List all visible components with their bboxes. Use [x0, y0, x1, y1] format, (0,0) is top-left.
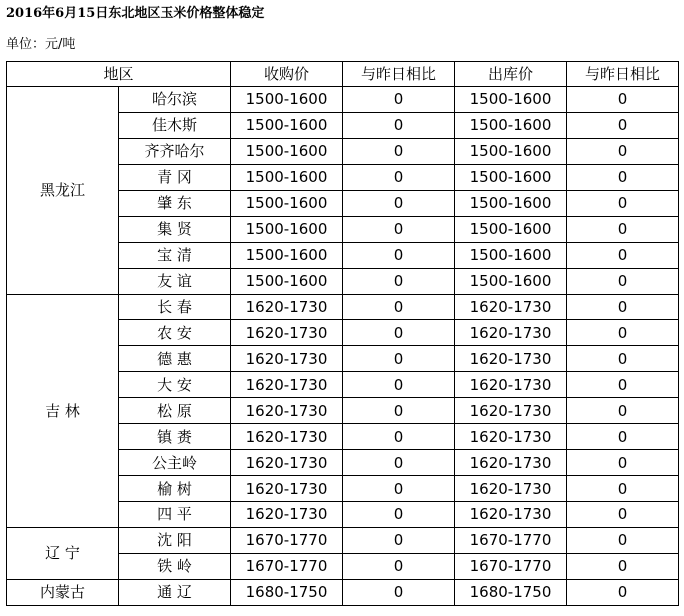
purchase-cell: 1500-1600	[231, 164, 343, 190]
outbound-cell: 1620-1730	[455, 346, 567, 372]
outbound-change-cell: 0	[567, 450, 679, 476]
purchase-cell: 1620-1730	[231, 346, 343, 372]
price-table	[6, 61, 679, 606]
unit-label: 单位：元/吨	[6, 37, 76, 52]
purchase-cell: 1680-1750	[231, 579, 343, 605]
purchase-change-cell: 0	[343, 87, 455, 113]
city-cell: 德 惠	[119, 346, 231, 372]
table-row	[7, 579, 679, 605]
table-row	[7, 87, 679, 113]
outbound-cell: 1500-1600	[455, 164, 567, 190]
header-outbound-change: 与昨日相比	[567, 62, 679, 87]
outbound-change-cell: 0	[567, 112, 679, 138]
purchase-change-cell: 0	[343, 216, 455, 242]
outbound-change-cell: 0	[567, 320, 679, 346]
purchase-cell: 1620-1730	[231, 502, 343, 528]
outbound-cell: 1500-1600	[455, 242, 567, 268]
purchase-change-cell: 0	[343, 372, 455, 398]
outbound-change-cell: 0	[567, 527, 679, 553]
outbound-cell: 1680-1750	[455, 579, 567, 605]
purchase-cell: 1620-1730	[231, 398, 343, 424]
outbound-cell: 1500-1600	[455, 87, 567, 113]
header-purchase-price: 收购价	[231, 62, 343, 87]
outbound-cell: 1670-1770	[455, 553, 567, 579]
purchase-change-cell: 0	[343, 190, 455, 216]
city-cell: 铁 岭	[119, 553, 231, 579]
city-cell: 沈 阳	[119, 527, 231, 553]
outbound-cell: 1620-1730	[455, 450, 567, 476]
outbound-cell: 1620-1730	[455, 320, 567, 346]
purchase-change-cell: 0	[343, 398, 455, 424]
city-cell: 青 冈	[119, 164, 231, 190]
city-cell: 大 安	[119, 372, 231, 398]
city-cell: 农 安	[119, 320, 231, 346]
purchase-change-cell: 0	[343, 502, 455, 528]
purchase-change-cell: 0	[343, 527, 455, 553]
purchase-change-cell: 0	[343, 346, 455, 372]
purchase-cell: 1500-1600	[231, 138, 343, 164]
outbound-cell: 1620-1730	[455, 372, 567, 398]
city-cell: 松 原	[119, 398, 231, 424]
purchase-cell: 1670-1770	[231, 553, 343, 579]
city-cell: 肇 东	[119, 190, 231, 216]
outbound-change-cell: 0	[567, 579, 679, 605]
purchase-change-cell: 0	[343, 242, 455, 268]
header-outbound-price: 出库价	[455, 62, 567, 87]
purchase-change-cell: 0	[343, 320, 455, 346]
outbound-cell: 1500-1600	[455, 268, 567, 294]
outbound-cell: 1500-1600	[455, 190, 567, 216]
outbound-cell: 1620-1730	[455, 398, 567, 424]
purchase-change-cell: 0	[343, 112, 455, 138]
province-cell: 黑龙江	[7, 87, 119, 295]
purchase-change-cell: 0	[343, 579, 455, 605]
city-cell: 齐齐哈尔	[119, 138, 231, 164]
outbound-change-cell: 0	[567, 164, 679, 190]
purchase-cell: 1620-1730	[231, 294, 343, 320]
purchase-change-cell: 0	[343, 450, 455, 476]
outbound-cell: 1620-1730	[455, 294, 567, 320]
city-cell: 镇 赉	[119, 424, 231, 450]
city-cell: 长 春	[119, 294, 231, 320]
table-row	[7, 527, 679, 553]
outbound-cell: 1500-1600	[455, 216, 567, 242]
table-body	[7, 87, 679, 606]
outbound-change-cell: 0	[567, 553, 679, 579]
purchase-cell: 1670-1770	[231, 527, 343, 553]
purchase-cell: 1620-1730	[231, 424, 343, 450]
purchase-cell: 1620-1730	[231, 476, 343, 502]
outbound-cell: 1670-1770	[455, 527, 567, 553]
purchase-change-cell: 0	[343, 138, 455, 164]
outbound-cell: 1620-1730	[455, 502, 567, 528]
purchase-change-cell: 0	[343, 476, 455, 502]
purchase-cell: 1500-1600	[231, 216, 343, 242]
outbound-change-cell: 0	[567, 398, 679, 424]
city-cell: 哈尔滨	[119, 87, 231, 113]
outbound-change-cell: 0	[567, 346, 679, 372]
outbound-cell: 1620-1730	[455, 476, 567, 502]
outbound-change-cell: 0	[567, 190, 679, 216]
purchase-cell: 1620-1730	[231, 372, 343, 398]
city-cell: 四 平	[119, 502, 231, 528]
outbound-change-cell: 0	[567, 294, 679, 320]
city-cell: 佳木斯	[119, 112, 231, 138]
purchase-cell: 1500-1600	[231, 268, 343, 294]
city-cell: 通 辽	[119, 579, 231, 605]
city-cell: 集 贤	[119, 216, 231, 242]
outbound-change-cell: 0	[567, 268, 679, 294]
outbound-cell: 1500-1600	[455, 138, 567, 164]
city-cell: 友 谊	[119, 268, 231, 294]
outbound-cell: 1500-1600	[455, 112, 567, 138]
purchase-cell: 1500-1600	[231, 87, 343, 113]
outbound-change-cell: 0	[567, 138, 679, 164]
outbound-change-cell: 0	[567, 502, 679, 528]
city-cell: 榆 树	[119, 476, 231, 502]
province-cell: 内蒙古	[7, 579, 119, 605]
city-cell: 宝 清	[119, 242, 231, 268]
table-row	[7, 294, 679, 320]
purchase-cell: 1620-1730	[231, 450, 343, 476]
purchase-change-cell: 0	[343, 164, 455, 190]
purchase-cell: 1620-1730	[231, 320, 343, 346]
purchase-change-cell: 0	[343, 553, 455, 579]
page-title: 2016年6月15日东北地区玉米价格整体稳定	[6, 6, 265, 21]
province-cell: 辽 宁	[7, 527, 119, 579]
table-header-row	[7, 62, 679, 87]
purchase-change-cell: 0	[343, 268, 455, 294]
purchase-change-cell: 0	[343, 294, 455, 320]
outbound-change-cell: 0	[567, 242, 679, 268]
purchase-cell: 1500-1600	[231, 190, 343, 216]
outbound-change-cell: 0	[567, 476, 679, 502]
purchase-cell: 1500-1600	[231, 112, 343, 138]
header-purchase-change: 与昨日相比	[343, 62, 455, 87]
outbound-change-cell: 0	[567, 372, 679, 398]
purchase-change-cell: 0	[343, 424, 455, 450]
outbound-change-cell: 0	[567, 216, 679, 242]
outbound-change-cell: 0	[567, 424, 679, 450]
outbound-change-cell: 0	[567, 87, 679, 113]
outbound-cell: 1620-1730	[455, 424, 567, 450]
header-region: 地区	[7, 62, 231, 87]
purchase-cell: 1500-1600	[231, 242, 343, 268]
province-cell: 吉 林	[7, 294, 119, 527]
city-cell: 公主岭	[119, 450, 231, 476]
